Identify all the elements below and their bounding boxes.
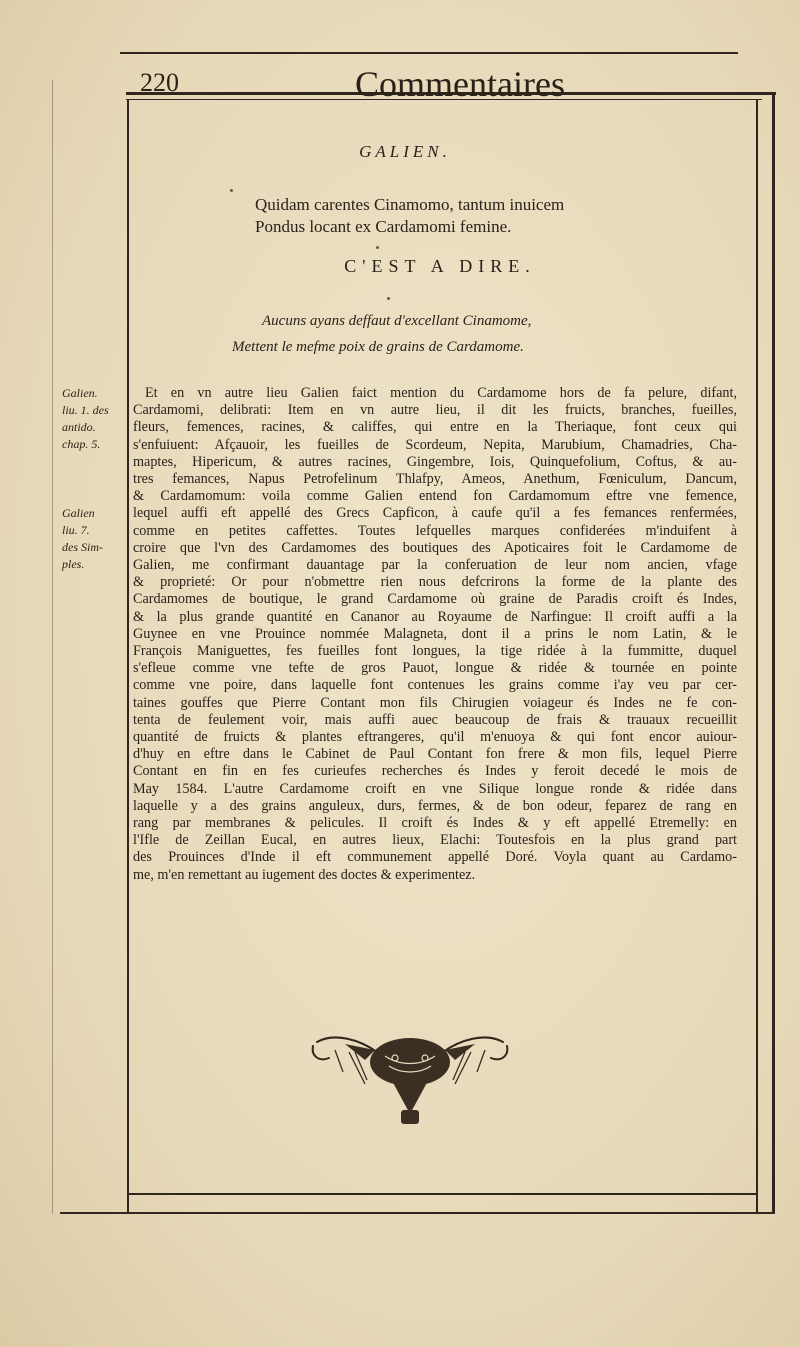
- outer-left-rule: [52, 80, 53, 1214]
- body-line: comme vne poire, dans laquelle font contenues les grains comme i'ay veu par cer-: [133, 677, 737, 694]
- paper-blemish: [376, 246, 379, 249]
- body-line: lequel auffi eft appellé des Grecs Capficon, à caufe qu'il a fes femances renfermées,: [133, 505, 737, 522]
- marginal-note: [62, 385, 122, 453]
- body-line: Contant en fin en fes curieufes recherches és Indes y feroit decedé le mois de: [133, 763, 737, 780]
- bottom-rule-inner: [127, 1193, 758, 1195]
- body-line: maptes, Hipericum, & autres racines, Gingembre, Iois, Quinquefolium, Coftus, & au-: [133, 453, 737, 470]
- latin-verse-line: Pondus locant ex Cardamomi femine.: [255, 217, 512, 236]
- body-line: François Maniguettes, fes fueilles font longues, la tige ridée à la fummitte, duquel: [133, 643, 737, 660]
- marginal-note: [62, 505, 122, 573]
- paper-blemish: [230, 189, 233, 192]
- body-line: tenta de feulement voir, mais auffi auec beaucoup de frais & trauaux recueillit: [133, 711, 737, 728]
- body-line: & Cardamomum: voila comme Galien entend fon Cardamomum eftre vne femence,: [133, 488, 737, 505]
- page-number: 220: [140, 68, 179, 97]
- body-line: l'Ifle de Zeillan Eucal, en autres lieux, Elachi: Toutesfois en la plus grand part: [133, 832, 737, 849]
- body-line: comme en petites caffettes. Toutes lefquelles marques confiderées m'induifent à: [133, 522, 737, 539]
- body-line: tres femances, Napus Petrofelinum Thlafpy, Ameos, Anethum, Fœniculum, Dancum,: [133, 471, 737, 488]
- left-frame-rule: [127, 99, 129, 1212]
- body-line: rang par membranes & pelicules. Il croift és Indes & y eft appellé Etremelly: en: [133, 815, 737, 832]
- latin-verse-line: Quidam carentes Cinamomo, tantum inuicem: [255, 195, 565, 214]
- body-line: taines gouffes que Pierre Contant mon fils Chirugien voiageur és Indes ne fe con-: [133, 694, 737, 711]
- body-line: & la plus grande quantité en Cananor au Royaume de Narfingue: Il croift auffi a la: [133, 608, 737, 625]
- marginal-note-line: Galien: [62, 506, 95, 520]
- body-line: & proprieté: Or pour n'obmettre rien nous defcrirons la forme de la plante des: [133, 574, 737, 591]
- french-verse-line: Aucuns ayans deffaut d'excellant Cinamome,: [262, 313, 532, 329]
- body-line: Galien, me confirmant dauantage par la conferuation de leur nom ancien, vfage: [133, 557, 737, 574]
- body-line: des Prouinces d'Inde il eft communement appellé Doré. Voyla quant au Cardamo-: [133, 849, 737, 866]
- body-line: May 1584. L'autre Cardamome croift en vne Silique longue ronde & ridée dans: [133, 780, 737, 797]
- body-line: croire que l'vn des Cardamomes des boutiques des Apoticaires foit le Cardamome de: [133, 539, 737, 556]
- body-line: laquelle y a des grains anguleux, durs, fermes, & de bon odeur, feparez de rang en: [133, 797, 737, 814]
- top-rule: [120, 52, 738, 54]
- body-line: Cardamomi, delibrati: Item en vn autre lieu, il dit les fruicts, branches, fueilles,: [133, 402, 737, 419]
- french-verse-line: Mettent le mefme poix de grains de Cardamome.: [232, 339, 524, 355]
- body-line: d'huy en eftre dans le Cabinet de Paul Contant fon frere & mon fils, lequel Pierre: [133, 746, 737, 763]
- right-frame-rule-inner: [756, 99, 758, 1212]
- body-paragraph: [133, 385, 737, 884]
- body-line: Guynee en vne Prouince nommée Malagneta, dont il a prins le nom Latin, & le: [133, 625, 737, 642]
- bull-head-tailpiece-icon: [305, 1022, 515, 1132]
- marginal-note-line: liu. 7.: [62, 523, 90, 537]
- translation-heading: C'EST A DIRE.: [344, 256, 536, 276]
- marginal-note-line: antido.: [62, 420, 96, 434]
- right-frame-rule-outer: [772, 94, 775, 1213]
- bottom-rule-outer: [60, 1212, 775, 1214]
- marginal-note-line: des Sim-: [62, 540, 103, 554]
- paper-blemish: [387, 297, 390, 300]
- body-line: me, m'en remettant au iugement des doctes & experimentez.: [133, 866, 476, 883]
- author-heading: GALIEN.: [359, 142, 451, 161]
- marginal-note-line: liu. 1. des: [62, 403, 109, 417]
- body-line: quantité de fruicts & plantes eftrangeres, qu'il m'enuoya & qui font encor auiour-: [133, 729, 737, 746]
- body-line: s'enfuiuent: Afçauoir, les fueilles de Scordeum, Nepita, Marubium, Chamadries, Cha-: [133, 436, 737, 453]
- body-line: s'efleue comme vne tefte de gros Pauot, longue & ridée & tournée en pointe: [133, 660, 737, 677]
- body-line: fleurs, femences, racines, & califfes, qui entre en la Theriaque, font ceux qui: [133, 419, 737, 436]
- body-line: Et en vn autre lieu Galien faict mention du Cardamome hors de fa pelure, difant,: [145, 385, 737, 401]
- body-line: Cardamomes de boutique, le grand Cardamome où graine de Paradis croift és Indes,: [133, 591, 737, 608]
- marginal-note-line: chap. 5.: [62, 437, 101, 451]
- marginal-note-line: ples.: [62, 557, 85, 571]
- marginal-note-line: Galien.: [62, 386, 98, 400]
- running-head: Commentaires: [355, 64, 565, 104]
